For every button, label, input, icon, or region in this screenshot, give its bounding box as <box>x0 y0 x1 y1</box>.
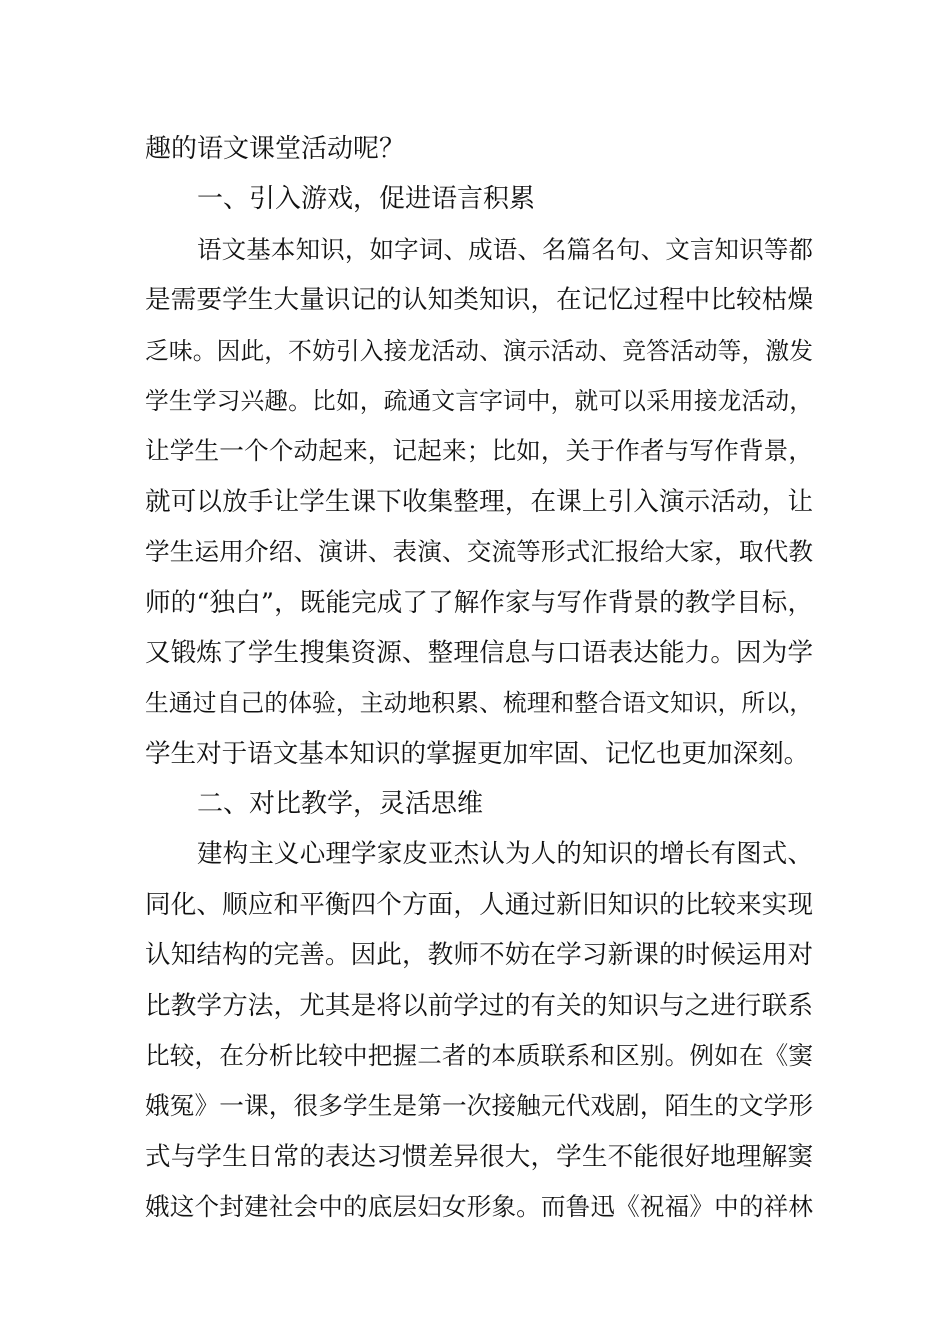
text-line: 趣的语文课堂活动呢？ <box>145 134 406 164</box>
section-heading-2: 二、对比教学，灵活思维 <box>197 789 484 820</box>
text-line: 式与学生日常的表达习惯差异很大，学生不能很好地理解窦 <box>145 1141 813 1172</box>
text-line: 就可以放手让学生课下收集整理，在课上引入演示活动，让 <box>145 486 813 517</box>
text-line: 学生学习兴趣。比如，疏通文言字词中，就可以采用接龙活动， <box>145 386 813 415</box>
text-line: 娥这个封建社会中的底层妇女形象。而鲁迅《祝福》中的祥林 <box>145 1192 813 1222</box>
text-line: 认知结构的完善。因此，教师不妨在学习新课的时候运用对 <box>145 940 813 971</box>
body-text <box>145 124 813 1233</box>
text-line: 是需要学生大量识记的认知类知识，在记忆过程中比较枯燥 <box>145 285 813 316</box>
text-line: 娥冤》一课，很多学生是第一次接触元代戏剧，陌生的文学形 <box>145 1091 813 1121</box>
text-line: 学生对于语文基本知识的掌握更加牢固、记忆也更加深刻。 <box>145 738 810 769</box>
text-line: 比较，在分析比较中把握二者的本质联系和区别。例如在《窦 <box>145 1041 813 1071</box>
text-line: 同化、顺应和平衡四个方面，人通过新旧知识的比较来实现 <box>145 889 813 920</box>
text-line: 让学生一个个动起来，记起来；比如，关于作者与写作背景， <box>145 436 813 466</box>
text-line: 生通过自己的体验，主动地积累、梳理和整合语文知识，所以， <box>145 689 813 718</box>
text-line: 又锻炼了学生搜集资源、整理信息与口语表达能力。因为学 <box>145 637 813 668</box>
text-line: 乏味。因此，不妨引入接龙活动、演示活动、竞答活动等，激发 <box>145 336 813 365</box>
text-line: 师的“独白”，既能完成了了解作家与写作背景的教学目标， <box>145 587 813 618</box>
section-heading-1: 一、引入游戏，促进语言积累 <box>197 184 536 215</box>
text-line: 比教学方法，尤其是将以前学过的有关的知识与之进行联系 <box>145 990 813 1021</box>
text-line: 语文基本知识，如字词、成语、名篇名句、文言知识等都 <box>197 234 813 264</box>
text-line: 学生运用介绍、演讲、表演、交流等形式汇报给大家，取代教 <box>145 537 813 567</box>
text-line: 建构主义心理学家皮亚杰认为人的知识的增长有图式、 <box>197 839 813 870</box>
